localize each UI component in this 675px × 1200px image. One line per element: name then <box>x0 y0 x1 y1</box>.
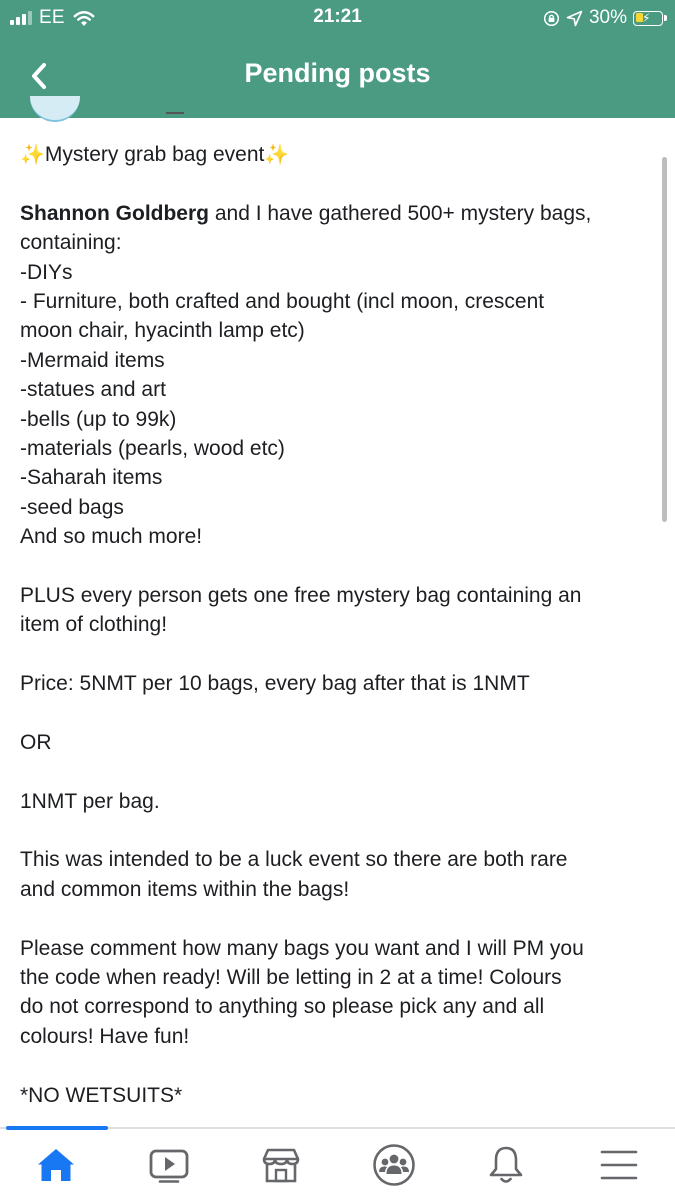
post-line: This was intended to be a luck event so there are both rare <box>20 848 568 872</box>
or-line: OR <box>20 730 52 754</box>
tab-home[interactable] <box>0 1130 113 1200</box>
post-footer-line: *NO WETSUITS* <box>20 1083 183 1107</box>
bell-icon <box>486 1144 526 1186</box>
post-intro-text: and I have gathered 500+ mystery bags, <box>209 201 592 225</box>
post-line: -materials (pearls, wood etc) <box>20 436 285 460</box>
post-line: moon chair, hyacinth lamp etc) <box>20 319 305 343</box>
status-bar <box>0 0 675 36</box>
tab-menu[interactable] <box>563 1130 675 1200</box>
orientation-lock-icon <box>543 10 560 27</box>
status-right <box>543 6 663 30</box>
battery-percent: 30% <box>588 7 627 28</box>
post-line: colours! Have fun! <box>20 1024 190 1048</box>
groups-icon <box>372 1143 416 1187</box>
post-line: And so much more! <box>20 525 203 549</box>
post-title: Mystery grab bag event <box>44 143 265 166</box>
bottom-tab-bar <box>0 1130 675 1200</box>
post-line: and common items within the bags! <box>20 877 350 901</box>
post-line: -seed bags <box>20 495 124 519</box>
price-line: Price: 5NMT per 10 bags, every bag after that is 1NMT <box>20 672 530 696</box>
charging-bolt-icon: ⚡ <box>642 10 651 25</box>
post-line: -Saharah items <box>20 466 163 490</box>
battery-icon <box>633 11 663 26</box>
post-line: do not correspond to anything so please pick any and all <box>20 995 545 1019</box>
scrollbar[interactable] <box>662 157 667 522</box>
post-title-line <box>20 140 660 169</box>
author-mention-link[interactable]: Shannon Goldberg <box>20 201 209 225</box>
nav-bar <box>0 40 675 112</box>
post-line: the code when ready! Will be letting in 2 at a time! Colours <box>20 965 562 989</box>
post-line: item of clothing! <box>20 613 168 637</box>
post-intro-line <box>20 199 660 228</box>
marketplace-icon <box>260 1146 302 1184</box>
post-line: Please comment how many bags you want and I will PM you <box>20 936 584 960</box>
post-line: - Furniture, both crafted and bought (incl moon, crescent <box>20 289 545 313</box>
post-line: -DIYs <box>20 260 73 284</box>
post-line: -bells (up to 99k) <box>20 407 177 431</box>
avatar[interactable] <box>30 96 80 122</box>
sparkles-icon: ✨ <box>264 144 290 166</box>
status-time: 21:21 <box>313 6 362 27</box>
tab-watch[interactable] <box>113 1130 226 1200</box>
author-name-peek <box>166 112 184 114</box>
post-line: containing: <box>20 231 122 255</box>
tab-marketplace[interactable] <box>225 1130 338 1200</box>
location-icon <box>566 10 583 27</box>
video-icon <box>148 1146 190 1184</box>
post-line: -statues and art <box>20 378 166 402</box>
carrier-name: EE <box>39 7 65 28</box>
post-line: PLUS every person gets one free mystery bag containing an <box>20 583 582 607</box>
tab-groups[interactable] <box>338 1130 451 1200</box>
post-line: -Mermaid items <box>20 348 165 372</box>
home-icon <box>35 1146 77 1184</box>
menu-icon <box>599 1147 639 1183</box>
app-header <box>0 0 675 118</box>
page-title: Pending posts <box>244 58 431 88</box>
post-body <box>20 140 660 1110</box>
per-bag-line: 1NMT per bag. <box>20 789 160 813</box>
tab-notifications[interactable] <box>450 1130 563 1200</box>
sparkles-icon: ✨ <box>20 144 45 166</box>
